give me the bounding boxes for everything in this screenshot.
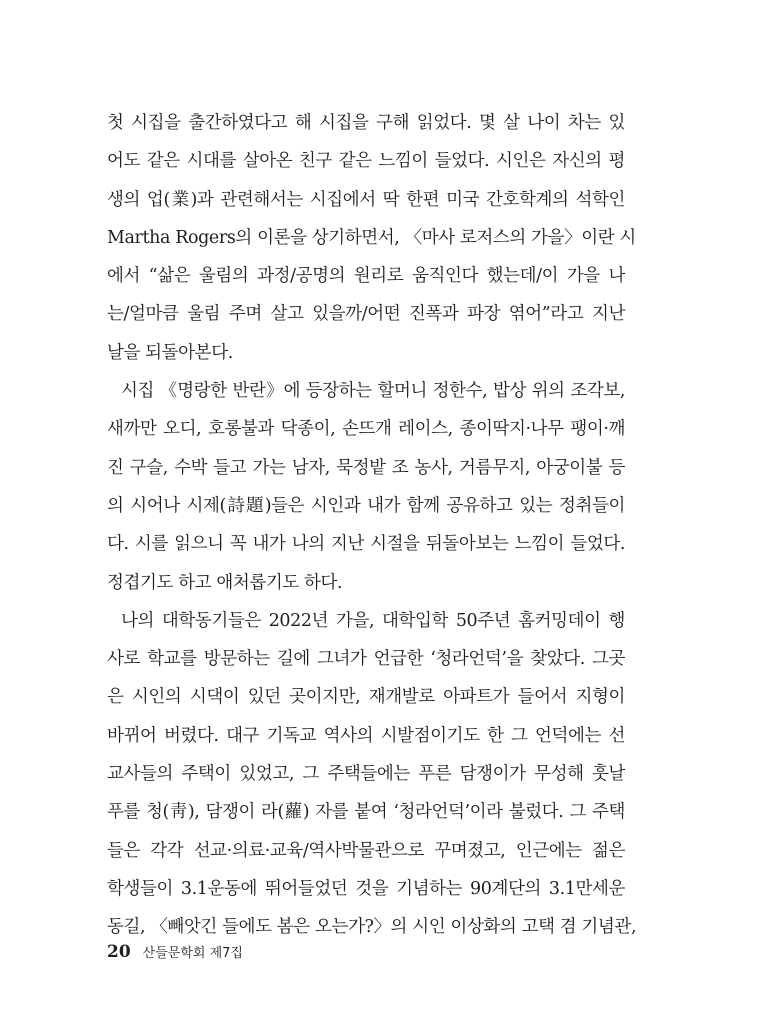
paragraph-1 — [107, 104, 636, 372]
text-line: 어도 같은 시대를 살아온 친구 같은 느낌이 들었다. 시인은 자신의 평 — [107, 151, 625, 172]
text-line: 정겹기도 하고 애처롭기도 하다. — [107, 572, 343, 593]
text-line: 학생들이 3.1운동에 뛰어들었던 것을 기념하는 90계단의 3.1만세운 — [107, 878, 625, 899]
text-line: 진 구슬, 수박 들고 가는 남자, 묵정밭 조 농사, 거름무지, 아궁이불 등 — [107, 457, 625, 478]
text-line: 는/얼마큼 울림 주며 살고 있을까/어떤 진폭과 파장 엮어”라고 지난 — [107, 304, 625, 325]
text-line: Martha Rogers의 이론을 상기하면서, 〈마사 로저스의 가을〉이란 시 — [107, 227, 636, 248]
text-line: 교사들의 주택이 있었고, 그 주택들에는 푸른 담쟁이가 무성해 훗날 — [107, 764, 625, 785]
text-line: 바뀌어 버렸다. 대구 기독교 역사의 시발점이기도 한 그 언덕에는 선 — [107, 725, 625, 746]
text-line: 시집 《명랑한 반란》에 등장하는 할머니 정한수, 밥상 위의 조각보, — [121, 381, 625, 402]
text-line: 새까만 오디, 호롱불과 닥종이, 손뜨개 레이스, 종이딱지·나무 팽이·깨 — [107, 419, 625, 440]
paragraph-2 — [107, 372, 625, 602]
paragraph-3 — [107, 602, 637, 947]
text-line: 푸를 청(靑), 담쟁이 라(蘿) 자를 붙여 ‘청라언덕’이라 불렀다. 그 주택 — [107, 802, 625, 823]
text-line: 다. 시를 읽으니 꼭 내가 나의 지난 시절을 뒤돌아보는 느낌이 들었다. — [107, 534, 625, 555]
text-line: 생의 업(業)과 관련해서는 시집에서 딱 한편 미국 간호학계의 석학인 — [107, 189, 625, 210]
text-line: 은 시인의 시댁이 있던 곳이지만, 재개발로 아파트가 들어서 지형이 — [107, 687, 625, 708]
text-line: 사로 학교를 방문하는 길에 그녀가 언급한 ‘청라언덕’을 찾았다. 그곳 — [107, 649, 625, 670]
text-line: 동길, 〈빼앗긴 들에도 봄은 오는가?〉의 시인 이상화의 고택 겸 기념관, — [107, 917, 637, 938]
running-title: 산들문학회 제7집 — [142, 946, 243, 961]
page-footer — [107, 942, 243, 968]
text-line: 들은 각각 선교·의료·교육/역사박물관으로 꾸며졌고, 인근에는 젊은 — [107, 840, 625, 861]
text-line: 에서 “삶은 울림의 과정/공명의 원리로 움직인다 했는데/이 가을 나 — [107, 266, 625, 287]
text-line: 첫 시집을 출간하였다고 해 시집을 구해 읽었다. 몇 살 나이 차는 있 — [107, 113, 625, 133]
body-text — [107, 104, 637, 947]
page-number: 20 — [107, 942, 131, 962]
text-line: 의 시어나 시제(詩題)들은 시인과 내가 함께 공유하고 있는 정취들이 — [107, 495, 625, 516]
text-line: 나의 대학동기들은 2022년 가을, 대학입학 50주년 홈커밍데이 행 — [121, 610, 625, 631]
text-line: 날을 되돌아본다. — [107, 342, 233, 363]
